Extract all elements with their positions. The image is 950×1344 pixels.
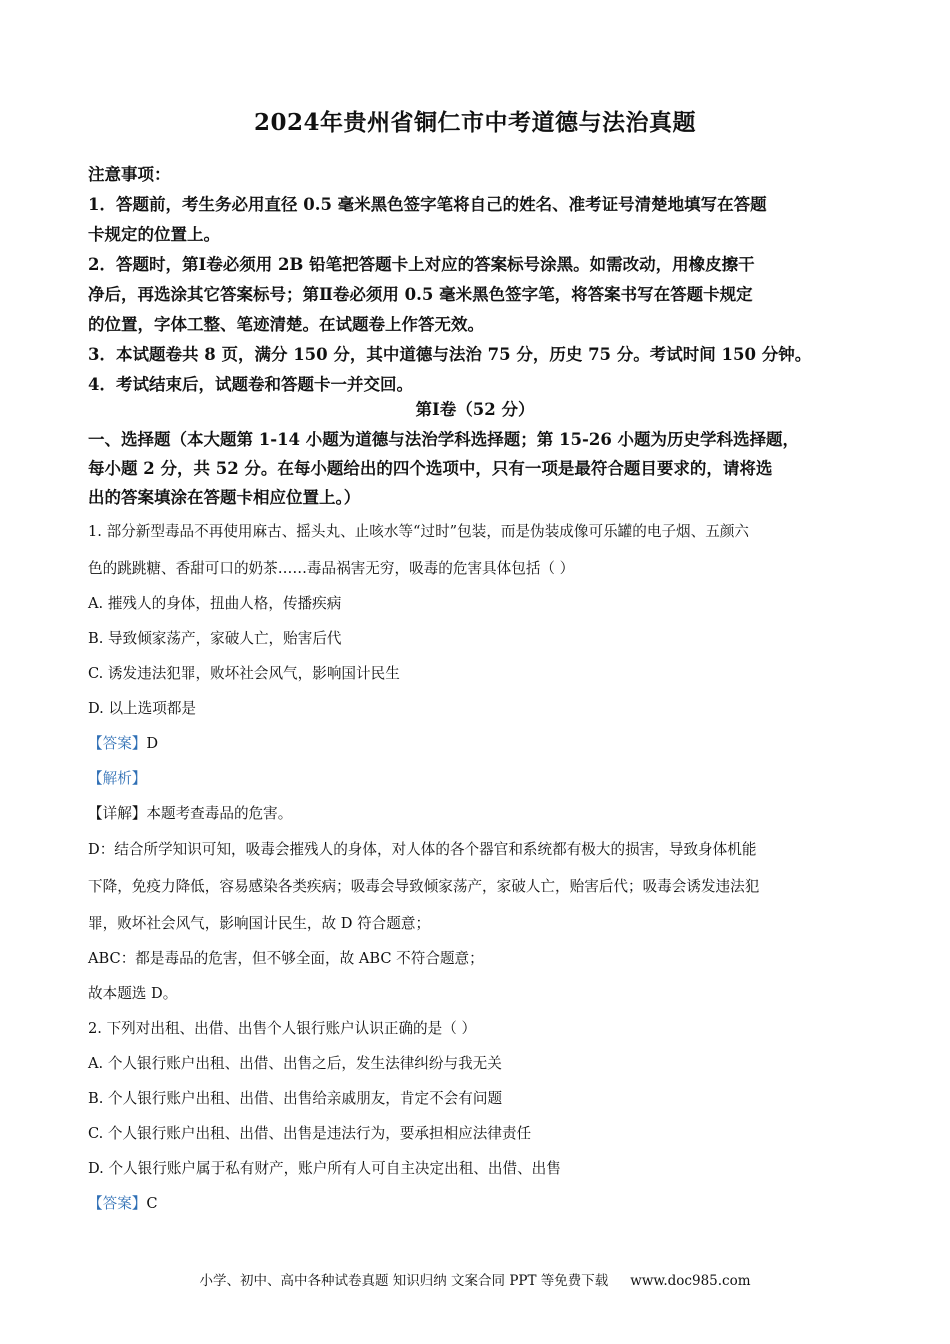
question-1-option-c: C. 诱发违法犯罪，败坏社会风气，影响国计民生 xyxy=(88,664,400,682)
question-1-answer xyxy=(88,726,868,761)
section-heading: 第Ⅰ卷（52 分） xyxy=(415,400,535,419)
question-1-analysis xyxy=(88,761,868,796)
notes-section xyxy=(88,160,868,400)
answer-value: D xyxy=(146,734,159,752)
notes-line: 的位置，字体工整、笔迹清楚。在试题卷上作答无效。 xyxy=(88,315,484,334)
answer-tag: 【答案】 xyxy=(88,1194,147,1212)
analysis-tag: 【解析】 xyxy=(88,769,147,787)
question-1-explain: 罪，败坏社会风气，影响国计民生，故 D 符合题意； xyxy=(88,914,431,932)
question-2-option-b: B. 个人银行账户出租、出借、出售给亲戚朋友，肯定不会有问题 xyxy=(88,1089,503,1107)
answer-tag: 【答案】 xyxy=(88,734,147,752)
questions-body xyxy=(88,513,868,1221)
answer-value: C xyxy=(146,1194,158,1212)
question-1-option-b: B. 导致倾家荡产，家破人亡，贻害后代 xyxy=(88,629,342,647)
part-instructions-line: 出的答案填涂在答题卡相应位置上。） xyxy=(88,488,361,507)
exam-title: 2024年贵州省铜仁市中考道德与法治真题 xyxy=(253,109,696,136)
question-1-explain: 下降，免疫力降低，容易感染各类疾病；吸毒会导致倾家荡产，家破人亡，贻害后代；吸毒会诱发违法犯 xyxy=(88,878,760,895)
part-instructions-line: 一、选择题（本大题第 1-14 小题为道德与法治学科选择题；第 15-26 小题为历史学科选择题， xyxy=(88,430,800,449)
notes-line: 4．考试结束后，试题卷和答题卡一并交回。 xyxy=(88,375,413,394)
question-2-option-c: C. 个人银行账户出租、出借、出售是违法行为，要承担相应法律责任 xyxy=(88,1124,532,1142)
notes-line: 2．答题时，第Ⅰ卷必须用 2B 铅笔把答题卡上对应的答案标号涂黑。如需改动，用橡皮擦干 xyxy=(88,255,755,274)
footer-text: 小学、初中、高中各种试卷真题 知识归纳 文案合同 PPT 等免费下载 xyxy=(199,1273,609,1289)
notes-line: 3．本试题卷共 8 页，满分 150 分，其中道德与法治 75 分，历史 75 分。考试时间 150 分钟。 xyxy=(88,345,812,364)
part-instructions xyxy=(88,425,868,512)
question-2-option-a: A. 个人银行账户出租、出借、出售之后，发生法律纠纷与我无关 xyxy=(88,1054,502,1072)
question-1-stem: 1. 部分新型毒品不再使用麻古、摇头丸、止咳水等“过时”包装，而是伪装成像可乐罐的电子烟、五颜六 xyxy=(88,523,750,540)
question-2-stem: 2. 下列对出租、出借、出售个人银行账户认识正确的是（ ） xyxy=(88,1019,477,1037)
notes-heading: 注意事项： xyxy=(88,165,171,184)
question-1-explain: D：结合所学知识可知，吸毒会摧残人的身体，对人体的各个器官和系统都有极大的损害，导致身体机能 xyxy=(88,840,757,858)
question-1-stem: 色的跳跳糖、香甜可口的奶茶……毒品祸害无穷，吸毒的危害具体包括（ ） xyxy=(88,559,575,577)
detail-text: 本题考查毒品的危害。 xyxy=(146,804,293,822)
question-2-option-d: D. 个人银行账户属于私有财产，账户所有人可自主决定出租、出借、出售 xyxy=(88,1159,561,1177)
page-footer xyxy=(0,1269,950,1289)
question-1-option-a: A. 摧残人的身体，扭曲人格，传播疾病 xyxy=(88,594,342,612)
notes-line: 净后，再选涂其它答案标号；第Ⅱ卷必须用 0.5 毫米黑色签字笔，将答案书写在答题卡规定 xyxy=(88,285,753,304)
question-1-detail xyxy=(88,796,868,831)
footer-url[interactable]: www.doc985.com xyxy=(630,1273,751,1289)
detail-tag: 【详解】 xyxy=(88,804,147,822)
question-1-option-d: D. 以上选项都是 xyxy=(88,699,197,717)
question-2-answer xyxy=(88,1186,868,1221)
notes-line: 1．答题前，考生务必用直径 0.5 毫米黑色签字笔将自己的姓名、准考证号清楚地填写在答题 xyxy=(88,195,767,214)
part-instructions-line: 每小题 2 分，共 52 分。在每小题给出的四个选项中，只有一项是最符合题目要求的，请将选 xyxy=(88,459,773,478)
notes-line: 卡规定的位置上。 xyxy=(88,225,220,244)
question-1-explain: 故本题选 D。 xyxy=(88,984,178,1002)
question-1-explain: ABC：都是毒品的危害，但不够全面，故 ABC 不符合题意； xyxy=(88,949,484,967)
